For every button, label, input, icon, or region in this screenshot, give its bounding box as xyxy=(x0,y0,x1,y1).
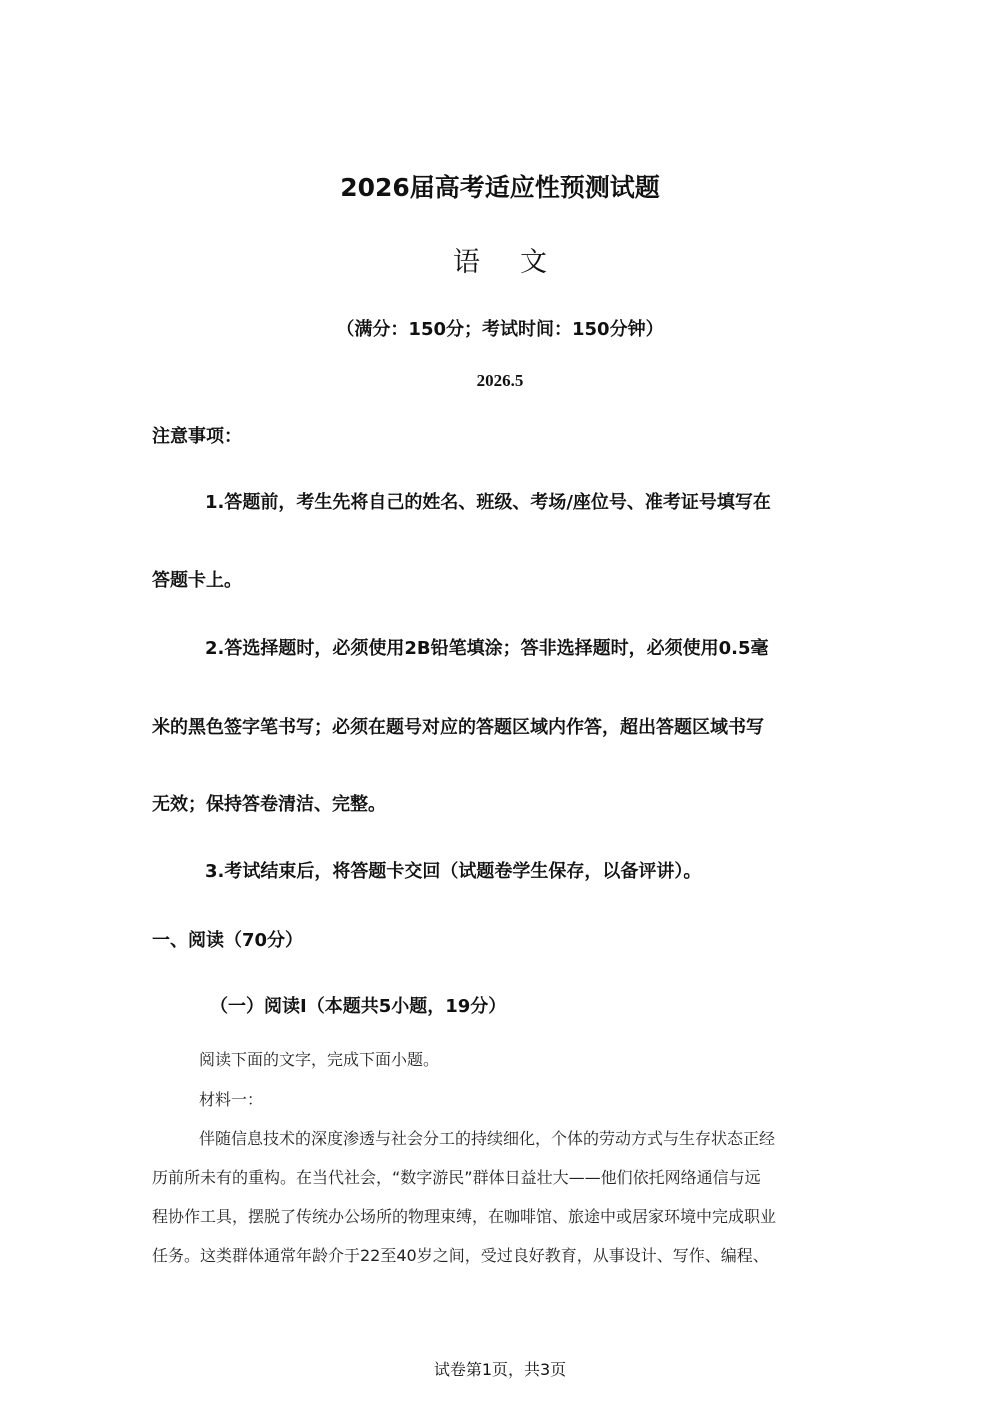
exam-date: 2026.5 xyxy=(476,371,524,390)
notice-item-2-line-3: 无效；保持答卷清洁、完整。 xyxy=(152,794,386,815)
notice-item-3-line-1: 3.考试结束后，将答题卡交回（试题卷学生保存，以备评讲）。 xyxy=(205,861,702,882)
score-and-time: （满分：150分；考试时间：150分钟） xyxy=(336,319,664,340)
passage-line: 历前所未有的重构。在当代社会，“数字游民”群体日益壮大——他们依托网络通信与远 xyxy=(152,1168,761,1187)
notice-item-1-line-1: 1.答题前，考生先将自己的姓名、班级、考场/座位号、准考证号填写在 xyxy=(205,492,771,513)
material-label: 材料一： xyxy=(199,1090,264,1109)
notice-item-1-line-2: 答题卡上。 xyxy=(152,570,242,591)
passage-instruction: 阅读下面的文字，完成下面小题。 xyxy=(199,1050,440,1069)
passage-line: 程协作工具，摆脱了传统办公场所的物理束缚，在咖啡馆、旅途中或居家环境中完成职业 xyxy=(152,1207,777,1226)
exam-title: 2026届高考适应性预测试题 xyxy=(340,173,660,202)
subsection-title: （一）阅读I（本题共5小题，19分） xyxy=(210,996,507,1017)
passage-line: 任务。这类群体通常年龄介于22至40岁之间，受过良好教育，从事设计、写作、编程、 xyxy=(152,1246,769,1265)
subject-title xyxy=(0,240,1000,279)
subject-char-1: 语 xyxy=(453,247,480,278)
notice-heading: 注意事项： xyxy=(152,426,242,447)
page-footer: 试卷第1页，共3页 xyxy=(433,1360,567,1379)
subject-char-2: 文 xyxy=(520,247,547,278)
notice-item-2-line-2: 米的黑色签字笔书写；必须在题号对应的答题区域内作答，超出答题区域书写 xyxy=(152,717,764,738)
passage-line: 伴随信息技术的深度渗透与社会分工的持续细化，个体的劳动方式与生存状态正经 xyxy=(199,1129,776,1148)
notice-item-2-line-1: 2.答选择题时，必须使用2B铅笔填涂；答非选择题时，必须使用0.5毫 xyxy=(205,638,769,659)
section-title: 一、阅读（70分） xyxy=(152,930,304,951)
